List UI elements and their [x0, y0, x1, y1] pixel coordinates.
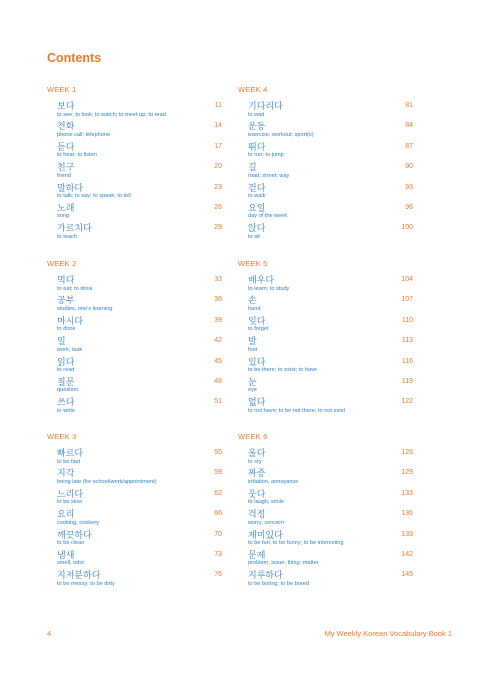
- toc-entry[interactable]: [47, 489, 222, 509]
- entry-word[interactable]: 느리다: [57, 488, 84, 499]
- toc-entry[interactable]: [47, 468, 222, 488]
- entry-word[interactable]: 마시다: [57, 315, 84, 326]
- week-section: [238, 432, 413, 591]
- entry-word[interactable]: 웃다: [248, 488, 266, 499]
- entry-word[interactable]: 없다: [248, 397, 266, 408]
- week-label: WEEK 5: [238, 259, 268, 268]
- week-section: [238, 85, 413, 244]
- entry-definition: to talk; to say; to speak; to tell: [57, 193, 131, 200]
- entry-definition: to be there; to exist; to have: [248, 367, 318, 374]
- entry-definition: being late (for school/work/appointment): [57, 478, 157, 485]
- entry-word[interactable]: 기다리다: [248, 101, 283, 111]
- entry-page-number[interactable]: 62: [214, 489, 222, 497]
- entry-definition: to eat; to drink: [57, 285, 93, 292]
- entry-word[interactable]: 말하다: [57, 182, 84, 193]
- entry-definition: eye: [248, 387, 258, 394]
- entry-page-number[interactable]: 136: [401, 510, 413, 518]
- entry-page-number[interactable]: 48: [214, 377, 222, 385]
- entry-word[interactable]: 요일: [248, 202, 266, 213]
- entry-page-number[interactable]: 55: [214, 449, 222, 456]
- entry-word[interactable]: 질문: [57, 376, 75, 387]
- entry-definition: road, street; way: [248, 172, 290, 179]
- entry-word[interactable]: 쓰다: [57, 397, 75, 408]
- toc-entry[interactable]: [238, 357, 413, 377]
- toc-entry[interactable]: [47, 142, 222, 162]
- entry-definition: to be boring; to be bored: [248, 580, 309, 587]
- toc-entry[interactable]: [47, 550, 222, 570]
- entry-definition: to write: [57, 407, 76, 414]
- entry-word[interactable]: 지각: [57, 468, 75, 479]
- toc-entry[interactable]: [238, 223, 413, 243]
- entry-word[interactable]: 앉다: [248, 223, 266, 234]
- entry-word[interactable]: 친구: [57, 162, 75, 173]
- entry-page-number[interactable]: 126: [401, 449, 413, 456]
- footer-page-number: 4: [47, 629, 52, 638]
- entry-definition: to cry: [248, 458, 262, 465]
- entry-page-number[interactable]: 96: [405, 203, 413, 211]
- toc-entry[interactable]: [47, 101, 222, 121]
- entry-definition: foot: [248, 346, 258, 353]
- entry-page-number[interactable]: 51: [214, 398, 222, 406]
- page-title: Contents: [47, 51, 102, 65]
- week-section: [47, 432, 222, 591]
- toc-entry[interactable]: [238, 101, 413, 121]
- toc-entry[interactable]: [47, 570, 222, 590]
- entry-page-number[interactable]: 42: [214, 337, 222, 345]
- entry-page-number[interactable]: 33: [214, 276, 222, 283]
- entry-word[interactable]: 읽다: [57, 356, 75, 367]
- entry-definition: friend: [57, 172, 71, 179]
- entry-word[interactable]: 재미있다: [248, 529, 283, 540]
- entry-page-number[interactable]: 113: [401, 337, 413, 345]
- entry-word[interactable]: 길: [248, 162, 257, 173]
- entry-page-number[interactable]: 122: [401, 398, 413, 406]
- toc-entry[interactable]: [238, 316, 413, 336]
- entry-definition: smell, odor: [57, 560, 85, 567]
- entry-word[interactable]: 먹다: [57, 275, 75, 285]
- toc-entry[interactable]: [238, 530, 413, 550]
- toc-entry[interactable]: [47, 397, 222, 417]
- entry-page-number[interactable]: 59: [214, 469, 222, 477]
- entry-page-number[interactable]: 26: [214, 203, 222, 211]
- toc-entry[interactable]: [47, 377, 222, 397]
- entry-definition: studies, one's learning: [57, 305, 113, 312]
- entry-word[interactable]: 전화: [57, 121, 75, 132]
- toc-entry[interactable]: [47, 357, 222, 377]
- entry-definition: to be clean: [57, 540, 85, 547]
- entry-definition: to see; to look; to watch; to meet up; to read: [57, 111, 166, 118]
- entry-word[interactable]: 잊다: [248, 315, 266, 326]
- entry-definition: to laugh, smile: [248, 499, 285, 506]
- entry-page-number[interactable]: 142: [401, 550, 413, 558]
- toc-entry[interactable]: [238, 275, 413, 295]
- entry-page-number[interactable]: 81: [405, 102, 413, 109]
- entry-page-number[interactable]: 87: [405, 142, 413, 150]
- toc-entry[interactable]: [238, 550, 413, 570]
- entry-page-number[interactable]: 14: [214, 122, 222, 130]
- entry-word[interactable]: 있다: [248, 356, 266, 367]
- entry-page-number[interactable]: 100: [401, 224, 413, 232]
- entry-word[interactable]: 지저분하다: [57, 570, 101, 581]
- week-label: WEEK 6: [238, 432, 268, 441]
- toc-entry[interactable]: [47, 183, 222, 203]
- toc-entry[interactable]: [238, 509, 413, 529]
- entry-page-number[interactable]: 104: [401, 276, 413, 283]
- toc-entry[interactable]: [238, 121, 413, 141]
- toc-entry[interactable]: [47, 121, 222, 141]
- week-section: [238, 259, 413, 418]
- entry-definition: day of the week: [248, 213, 288, 220]
- entry-page-number[interactable]: 119: [401, 377, 413, 385]
- entry-word[interactable]: 운동: [248, 121, 266, 132]
- entry-page-number[interactable]: 76: [214, 571, 222, 579]
- entry-page-number[interactable]: 70: [214, 530, 222, 538]
- entry-word[interactable]: 노래: [57, 202, 75, 213]
- entry-definition: hand: [248, 305, 261, 312]
- week-label: WEEK 2: [47, 259, 77, 268]
- entry-definition: problem, issue; thing; matter: [248, 560, 319, 567]
- week-label: WEEK 4: [238, 85, 268, 94]
- entry-definition: to be fun; to be funny; to be interesting: [248, 540, 344, 547]
- entry-page-number[interactable]: 107: [401, 296, 413, 304]
- entry-definition: to hear; to listen: [57, 152, 97, 159]
- entry-word[interactable]: 배우다: [248, 275, 275, 285]
- entry-word[interactable]: 요리: [57, 509, 75, 520]
- toc-entry[interactable]: [238, 468, 413, 488]
- entry-definition: to walk: [248, 193, 266, 200]
- toc-entry[interactable]: [47, 509, 222, 529]
- entry-page-number[interactable]: 129: [401, 469, 413, 477]
- entry-page-number[interactable]: 45: [214, 357, 222, 365]
- toc-entry[interactable]: [47, 275, 222, 295]
- entry-word[interactable]: 문제: [248, 549, 266, 560]
- entry-page-number[interactable]: 133: [401, 489, 413, 497]
- entry-page-number[interactable]: 110: [401, 316, 413, 324]
- toc-entry[interactable]: [238, 489, 413, 509]
- toc-entry[interactable]: [47, 316, 222, 336]
- entry-definition: worry, concern: [248, 519, 285, 526]
- entry-definition: song: [57, 213, 70, 220]
- entry-page-number[interactable]: 93: [405, 183, 413, 191]
- toc-entry[interactable]: [238, 570, 413, 590]
- entry-definition: cooking, cookery: [57, 519, 99, 526]
- entry-page-number[interactable]: 73: [214, 550, 222, 558]
- toc-entry[interactable]: [47, 223, 222, 243]
- entry-page-number[interactable]: 145: [401, 571, 413, 579]
- entry-definition: to drink: [57, 326, 76, 333]
- entry-page-number[interactable]: 29: [214, 224, 222, 232]
- entry-word[interactable]: 공부: [57, 295, 75, 306]
- toc-entry[interactable]: [47, 295, 222, 315]
- entry-page-number[interactable]: 84: [405, 122, 413, 130]
- entry-definition: to be fast: [57, 458, 81, 465]
- entry-word[interactable]: 빠르다: [57, 448, 84, 458]
- toc-entry[interactable]: [238, 448, 413, 468]
- entry-page-number[interactable]: 11: [214, 102, 222, 109]
- entry-definition: to be messy; to be dirty: [57, 580, 115, 587]
- entry-definition: to forget: [248, 326, 269, 333]
- entry-page-number[interactable]: 116: [401, 357, 413, 365]
- week-section: [47, 259, 222, 418]
- entry-definition: to sit: [248, 233, 260, 240]
- entry-definition: phone call; telephone: [57, 131, 111, 138]
- entry-word[interactable]: 걱정: [248, 509, 266, 520]
- entry-definition: to read: [57, 367, 75, 374]
- entry-page-number[interactable]: 17: [214, 142, 222, 150]
- toc-entry[interactable]: [47, 162, 222, 182]
- entry-definition: irritation, annoyance: [248, 478, 299, 485]
- entry-word[interactable]: 손: [248, 295, 257, 306]
- toc-entry[interactable]: [238, 377, 413, 397]
- toc-entry[interactable]: [238, 203, 413, 223]
- entry-page-number[interactable]: 139: [401, 530, 413, 538]
- entry-word[interactable]: 가르치다: [57, 223, 92, 234]
- toc-entry[interactable]: [47, 530, 222, 550]
- entry-word[interactable]: 짜증: [248, 468, 266, 479]
- entry-definition: to teach: [57, 233, 77, 240]
- entry-definition: to run; to jump: [248, 152, 284, 159]
- entry-word[interactable]: 울다: [248, 448, 266, 458]
- entry-word[interactable]: 걷다: [248, 182, 266, 193]
- week-label: WEEK 3: [47, 432, 77, 441]
- entry-word[interactable]: 듣다: [57, 141, 75, 152]
- week-section: [47, 85, 222, 244]
- footer-book-title: My Weekly Korean Vocabulary Book 1: [324, 629, 452, 638]
- entry-word[interactable]: 보다: [57, 101, 75, 111]
- toc-entry[interactable]: [47, 203, 222, 223]
- entry-word[interactable]: 깨끗하다: [57, 529, 92, 540]
- entry-definition: to wait: [248, 111, 265, 118]
- toc-entry[interactable]: [47, 336, 222, 356]
- entry-definition: to be slow: [57, 499, 83, 506]
- toc-entry[interactable]: [238, 142, 413, 162]
- toc-entry[interactable]: [47, 448, 222, 468]
- entry-page-number[interactable]: 90: [405, 163, 413, 171]
- entry-definition: work; task: [57, 346, 83, 353]
- toc-entry[interactable]: [238, 397, 413, 417]
- entry-word[interactable]: 눈: [248, 376, 257, 387]
- entry-word[interactable]: 발: [248, 336, 257, 347]
- entry-definition: to learn; to study: [248, 285, 290, 292]
- toc-entry[interactable]: [238, 183, 413, 203]
- entry-page-number[interactable]: 39: [214, 316, 222, 324]
- entry-page-number[interactable]: 66: [214, 510, 222, 518]
- week-label: WEEK 1: [47, 85, 77, 94]
- entry-definition: exercise, workout; sport(s): [248, 131, 314, 138]
- toc-entry[interactable]: [238, 162, 413, 182]
- entry-page-number[interactable]: 36: [214, 296, 222, 304]
- entry-page-number[interactable]: 20: [214, 163, 222, 171]
- toc-entry[interactable]: [238, 295, 413, 315]
- entry-word[interactable]: 냄새: [57, 549, 75, 560]
- entry-word[interactable]: 일: [57, 336, 66, 347]
- entry-definition: to not have; to be not there; to not exist: [248, 407, 346, 414]
- entry-word[interactable]: 지루하다: [248, 570, 283, 581]
- toc-entry[interactable]: [238, 336, 413, 356]
- entry-word[interactable]: 뛰다: [248, 141, 266, 152]
- entry-definition: question: [57, 387, 79, 394]
- entry-page-number[interactable]: 23: [214, 183, 222, 191]
